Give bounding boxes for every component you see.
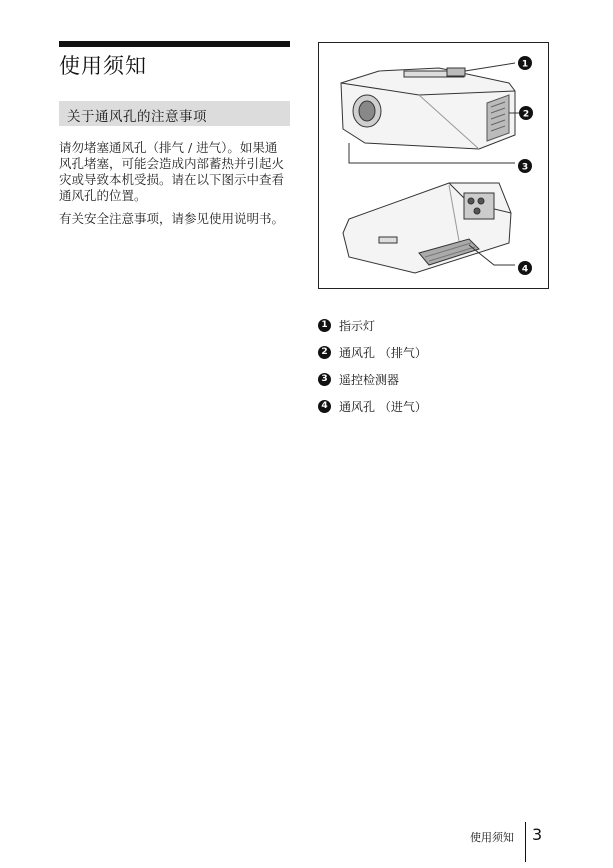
svg-text:2: 2 xyxy=(522,109,530,120)
callout-4 xyxy=(518,261,532,275)
ventilation-warning-paragraph: 请勿堵塞通风孔（排气 / 进气）。如果通风孔堵塞，可能会造成内部蓄热并引起火灾或导致本机受损。请在以下图示中查看通风孔的位置。 xyxy=(59,140,285,203)
title-rule xyxy=(59,41,290,47)
callout-2 xyxy=(519,106,533,120)
legend-number: 1 xyxy=(318,319,331,332)
legend-number: 3 xyxy=(318,373,331,386)
callout-1 xyxy=(518,56,532,70)
legend-item-intake-vent xyxy=(318,393,427,420)
page-number: 3 xyxy=(532,825,543,844)
legend-item-remote-detector xyxy=(318,366,427,393)
legend-label: 通风孔 （排气） xyxy=(339,346,427,360)
legend-item-indicator xyxy=(318,312,427,339)
legend-number: 4 xyxy=(318,400,331,413)
legend-label: 通风孔 （进气） xyxy=(339,400,427,414)
legend-label: 遥控检测器 xyxy=(339,373,400,387)
svg-text:1: 1 xyxy=(521,59,529,70)
legend-item-exhaust-vent xyxy=(318,339,427,366)
projector-bottom-view xyxy=(343,183,511,273)
svg-text:3: 3 xyxy=(521,162,529,173)
footer-divider xyxy=(525,822,526,862)
projector-figure xyxy=(318,42,549,289)
page-title: 使用须知 xyxy=(59,54,147,78)
legend-label: 指示灯 xyxy=(339,319,376,333)
footer-section-label: 使用须知 xyxy=(470,831,514,844)
projector-top-view xyxy=(341,68,515,149)
section-heading: 关于通风孔的注意事项 xyxy=(59,101,290,126)
safety-reference-paragraph: 有关安全注意事项，请参见使用说明书。 xyxy=(59,211,285,226)
projector-illustration xyxy=(319,43,550,290)
callout-3 xyxy=(518,159,532,173)
legend-number: 2 xyxy=(318,346,331,359)
svg-text:4: 4 xyxy=(521,264,529,275)
figure-legend xyxy=(318,312,427,420)
